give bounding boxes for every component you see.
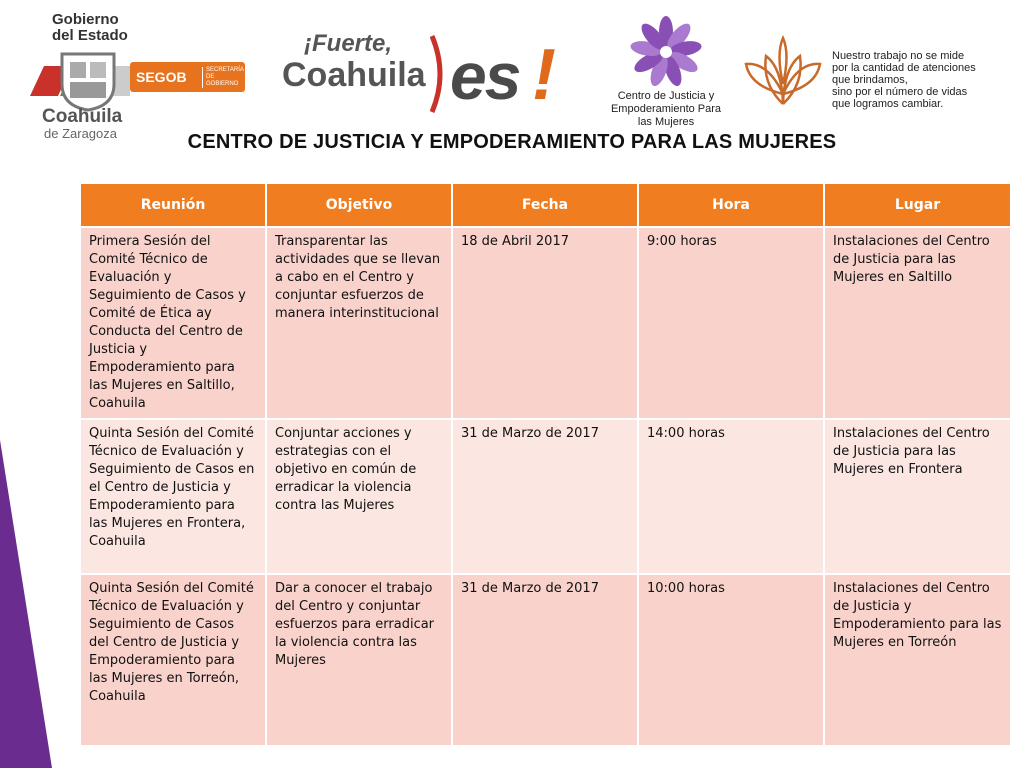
cell-hora: 9:00 horas [638,227,824,419]
segob-label: SEGOB [136,69,187,85]
fuerte-exclamation: ! [532,35,556,115]
header-hora: Hora [638,183,824,227]
slogan-line-4: sino por el número de vidas [832,86,968,98]
cell-lugar: Instalaciones del Centro de Justicia y Empoderamiento para las Mujeres en Torreón [824,574,1011,746]
slogan-line-2: por la cantidad de atenciones [832,62,976,74]
header-reunion: Reunión [80,183,266,227]
cell-hora: 10:00 horas [638,574,824,746]
slogan [832,50,976,110]
lotus-logo-icon [742,34,824,110]
cell-reunion: Primera Sesión del Comité Técnico de Evaluación y Seguimiento de Casos y Comité de Ética ay Conducta del Centro de Justicia y Empoderamiento para las Mujeres en Saltillo, Coahuila [80,227,266,419]
cell-lugar: Instalaciones del Centro de Justicia para las Mujeres en Frontera [824,419,1011,574]
table-row [80,227,1011,419]
slogan-line-5: que logramos cambiar. [832,98,944,110]
cell-lugar: Instalaciones del Centro de Justicia para las Mujeres en Saltillo [824,227,1011,419]
table-row [80,574,1011,746]
gobierno-title [52,12,128,44]
table-row [80,419,1011,574]
gobierno-logo [30,10,245,140]
cell-fecha: 31 de Marzo de 2017 [452,419,638,574]
table-header-row [80,183,1011,227]
slogan-line-3: que brindamos, [832,74,908,86]
paren-icon [430,34,450,114]
cell-objetivo: Transparentar las actividades que se llevan a cabo en el Centro y conjuntar esfuerzos de manera interinstitucional [266,227,452,419]
centro-justicia-logo [606,16,726,134]
centro-justicia-logo-text: Centro de Justicia y Empoderamiento Para las Mujeres [610,90,722,128]
header-objetivo: Objetivo [266,183,452,227]
gobierno-subname: de Zaragoza [44,126,117,141]
fuerte-top-text: ¡Fuerte, [304,30,393,57]
segob-sublabel: SECRETARÍA DE GOBIERNO [202,67,248,88]
cell-fecha: 18 de Abril 2017 [452,227,638,419]
cell-reunion: Quinta Sesión del Comité Técnico de Evaluación y Seguimiento de Casos del Centro de Justicia y Empoderamiento para las Mujeres en Torreón, Coahuila [80,574,266,746]
page-title: CENTRO DE JUSTICIA Y EMPODERAMIENTO PARA LAS MUJERES [187,131,837,153]
gobierno-line-2: del Estado [52,27,128,44]
gobierno-shield-icon [58,50,118,112]
fuerte-main-text: Coahuila [282,56,426,94]
cell-reunion: Quinta Sesión del Comité Técnico de Evaluación y Seguimiento de Casos en el Centro de Justicia y Empoderamiento para las Mujeres en Frontera, Coahuila [80,419,266,574]
cell-fecha: 31 de Marzo de 2017 [452,574,638,746]
slogan-line-1: Nuestro trabajo no se mide [832,50,965,62]
header-fecha: Fecha [452,183,638,227]
flower-logo-icon [630,16,702,88]
cell-objetivo: Conjuntar acciones y estrategias con el objetivo en común de erradicar la violencia contra las Mujeres [266,419,452,574]
segob-badge [130,62,245,92]
header-lugar: Lugar [824,183,1011,227]
fuerte-es-text: es [450,39,520,113]
gobierno-name: Coahuila [42,106,123,127]
cell-hora: 14:00 horas [638,419,824,574]
fuerte-coahuila-logo [282,30,572,120]
meetings-table [79,182,1012,747]
cell-objetivo: Dar a conocer el trabajo del Centro y conjuntar esfuerzos para erradicar la violencia contra las Mujeres [266,574,452,746]
gobierno-line-1: Gobierno [52,11,119,28]
purple-wedge-decoration [0,440,60,768]
